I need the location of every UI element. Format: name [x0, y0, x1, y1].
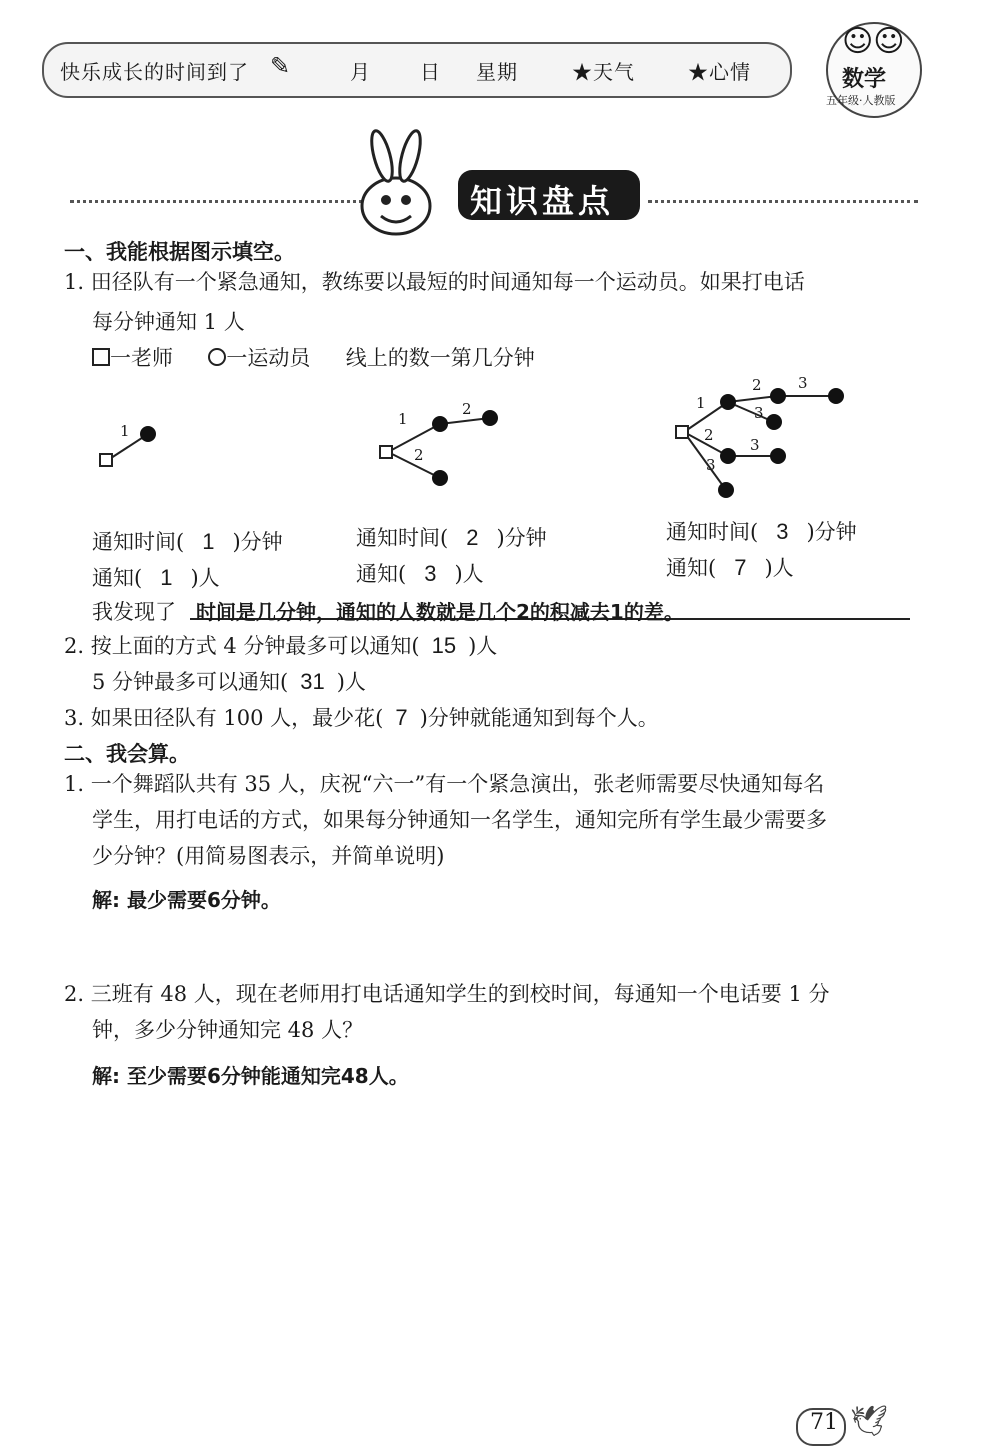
s2-q2-answer	[92, 1060, 409, 1089]
d2-label-2: 2	[462, 400, 472, 418]
s2-q1-answer	[92, 884, 281, 913]
col3-people	[666, 552, 794, 582]
teacher-square-icon	[92, 348, 110, 366]
d3-label-4: 3	[754, 404, 764, 422]
header-mood: ★心情	[688, 60, 751, 84]
q3-value: 7	[395, 705, 408, 730]
s2-q2-line1: 2. 三班有 48 人，现在老师用打电话通知学生的到校时间，每通知一个电话要 1 分	[64, 982, 830, 1006]
col1-people	[92, 562, 220, 592]
d3-label-7: 3	[706, 456, 716, 474]
q2-line1-prefix: 2. 按上面的方式 4 分钟最多可以通知(	[64, 634, 420, 658]
s2-q1-line2: 学生，用打电话的方式，如果每分钟通知一名学生，通知完所有学生最少需要多	[92, 808, 827, 832]
header-weather: ★天气	[572, 60, 635, 84]
d1-label-1: 1	[120, 422, 130, 440]
banner-dots-left	[70, 200, 370, 209]
q3-suffix: )分钟就能通知到每个人。	[419, 706, 659, 730]
header-weekday: 星期	[476, 60, 518, 84]
diagram-2	[370, 394, 520, 494]
col2-time-suffix: )分钟	[496, 526, 547, 550]
banner-title: 知识盘点	[470, 182, 615, 220]
d3-label-6: 3	[750, 436, 760, 454]
q2-line1	[64, 630, 497, 660]
col2-people	[356, 558, 484, 588]
col3-time-prefix: 通知时间(	[666, 520, 759, 544]
d3-label-3: 3	[798, 374, 808, 392]
d3-label-2: 2	[752, 376, 762, 394]
col2-people-suffix: )人	[454, 562, 484, 586]
q2-line1-suffix: )人	[468, 634, 498, 658]
q2-line2-suffix: )人	[336, 670, 366, 694]
d3-label-5: 2	[704, 426, 714, 444]
col3-people-value: 7	[734, 555, 747, 580]
q1-line2: 每分钟通知 1 人	[92, 310, 245, 334]
legend-minute: 线上的数一第几分钟	[345, 346, 535, 370]
q3-line	[64, 702, 659, 732]
d3-label-1: 1	[696, 394, 706, 412]
q3-prefix: 3. 如果田径队有 100 人，最少花(	[64, 706, 384, 730]
kids-face-icon: ☺☺	[842, 24, 905, 59]
col1-time-value: 1	[202, 529, 215, 554]
athlete-circle-icon	[208, 348, 226, 366]
col1-time-prefix: 通知时间(	[92, 530, 185, 554]
q2-line2-value: 31	[300, 669, 325, 694]
col2-time	[356, 522, 547, 552]
s2-q1-answer-text: 最少需要6分钟。	[126, 888, 281, 912]
col3-time-value: 3	[776, 519, 789, 544]
banner-dots-right	[648, 200, 918, 209]
col1-time-suffix: )分钟	[232, 530, 283, 554]
discovery-prefix: 我发现了	[92, 600, 176, 624]
col1-people-prefix: 通知(	[92, 566, 143, 590]
col2-time-value: 2	[466, 525, 479, 550]
col3-people-prefix: 通知(	[666, 556, 717, 580]
s2-q2-answer-label: 解:	[92, 1064, 120, 1088]
discovery-answer: 时间是几分钟，通知的人数就是几个2的积减去1的差。	[196, 600, 684, 624]
rabbit-mascot-icon	[336, 126, 456, 246]
q2-line1-value: 15	[431, 633, 457, 658]
d2-label-1: 1	[398, 410, 408, 428]
col1-people-value: 1	[160, 565, 173, 590]
legend	[92, 342, 535, 372]
s2-q2-answer-text: 至少需要6分钟能通知完48人。	[126, 1064, 409, 1088]
header-day: 日	[420, 60, 441, 84]
s2-q1-answer-label: 解:	[92, 888, 120, 912]
col3-people-suffix: )人	[764, 556, 794, 580]
col3-time	[666, 516, 857, 546]
s2-q2-line2: 钟，多少分钟通知完 48 人？	[92, 1018, 364, 1042]
col2-people-prefix: 通知(	[356, 562, 407, 586]
col1-people-suffix: )人	[190, 566, 220, 590]
col2-time-prefix: 通知时间(	[356, 526, 449, 550]
col1-time	[92, 526, 283, 556]
header-title: 快乐成长的时间到了	[60, 60, 249, 84]
col2-people-value: 3	[424, 561, 437, 586]
col3-time-suffix: )分钟	[806, 520, 857, 544]
legend-teacher: 一老师	[110, 346, 173, 370]
diagram-1	[90, 410, 180, 480]
s2-q1-line3: 少分钟？(用简易图表示，并简单说明)	[92, 844, 445, 868]
bird-icon: 🕊	[850, 1404, 889, 1439]
d2-label-3: 2	[414, 446, 424, 464]
diagram-3	[666, 370, 856, 506]
header-month: 月	[350, 60, 371, 84]
badge-grade: 五年级·人教版	[826, 94, 896, 107]
legend-athlete: 一运动员	[226, 346, 311, 370]
section1-heading: 一、我能根据图示填空。	[64, 240, 295, 264]
badge-subject: 数学	[842, 66, 887, 92]
page-number: 71	[810, 1410, 838, 1435]
s2-q1-line1: 1. 一个舞蹈队共有 35 人，庆祝“六一”有一个紧急演出，张老师需要尽快通知每名	[64, 772, 825, 796]
q1-line1: 1. 田径队有一个紧急通知，教练要以最短的时间通知每一个运动员。如果打电话	[64, 270, 805, 294]
q2-line2	[92, 666, 366, 696]
pencil-icon: ✎	[270, 52, 291, 80]
section2-heading: 二、我会算。	[64, 742, 190, 766]
q2-line2-prefix: 5 分钟最多可以通知(	[92, 670, 289, 694]
